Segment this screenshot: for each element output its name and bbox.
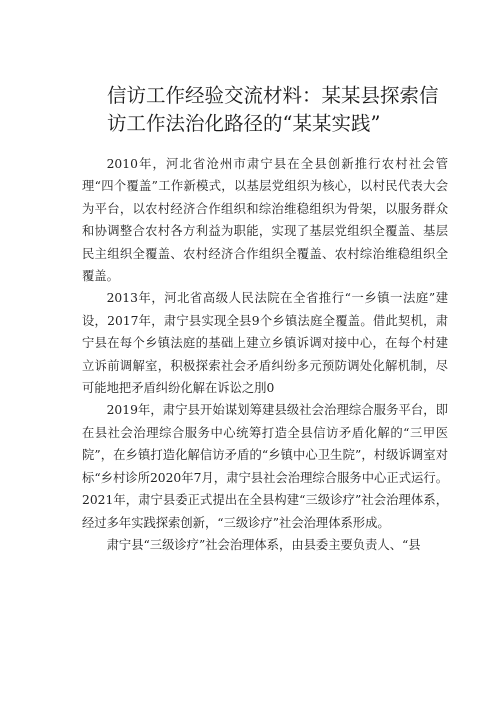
document-title: 信访工作经验交流材料：某某县探索信访工作法治化路径的“某某实践” bbox=[107, 84, 439, 135]
document-body bbox=[82, 153, 448, 556]
paragraph-2010: 2010年，河北省沧州市肃宁县在全县创新推行农村社会管理“四个覆盖”工作新模式，以基层党组织为核心，以村民代表大会为平台，以农村经济合作组织和综治维稳组织为骨架，以服务群众和协调整合农村各方利益为职能，实现了基层党组织全覆盖、基层民主组织全覆盖、农村经济合作组织全覆盖、农村综治维稳组织全覆盖。 bbox=[82, 157, 448, 284]
paragraph-three-level-system: 肃宁县“三级诊疗”社会治理体系，由县委主要负责人、“县 bbox=[106, 537, 421, 552]
paragraph-2019: 2019年，肃宁县开始谋划筹建县级社会治理综合服务平台，即在县社会治理综合服务中心统筹打造全县信访矛盾化解的“三甲医院”，在乡镇打造化解信访矛盾的“乡镇中心卫生院”，村级诉调室对标“乡村诊所2020年7月，肃宁县社会治理综合服务中心正式运行。2021年，肃宁县委正式提出在全县构建“三级诊疗”社会治理体系，经过多年实践探索创新，“三级诊疗”社会治理体系形成。 bbox=[82, 403, 448, 530]
paragraph-2013: 2013年，河北省高级人民法院在全省推行“一乡镇一法庭”建设，2017年，肃宁县实现全县9个乡镇法庭全覆盖。借此契机，肃宁县在每个乡镇法庭的基础上建立乡镇诉调对接中心，在每个村建立诉前调解室，积极探索社会矛盾纠纷多元预防调处化解机制，尽可能地把矛盾纠纷化解在诉讼之刖0 bbox=[82, 291, 448, 396]
